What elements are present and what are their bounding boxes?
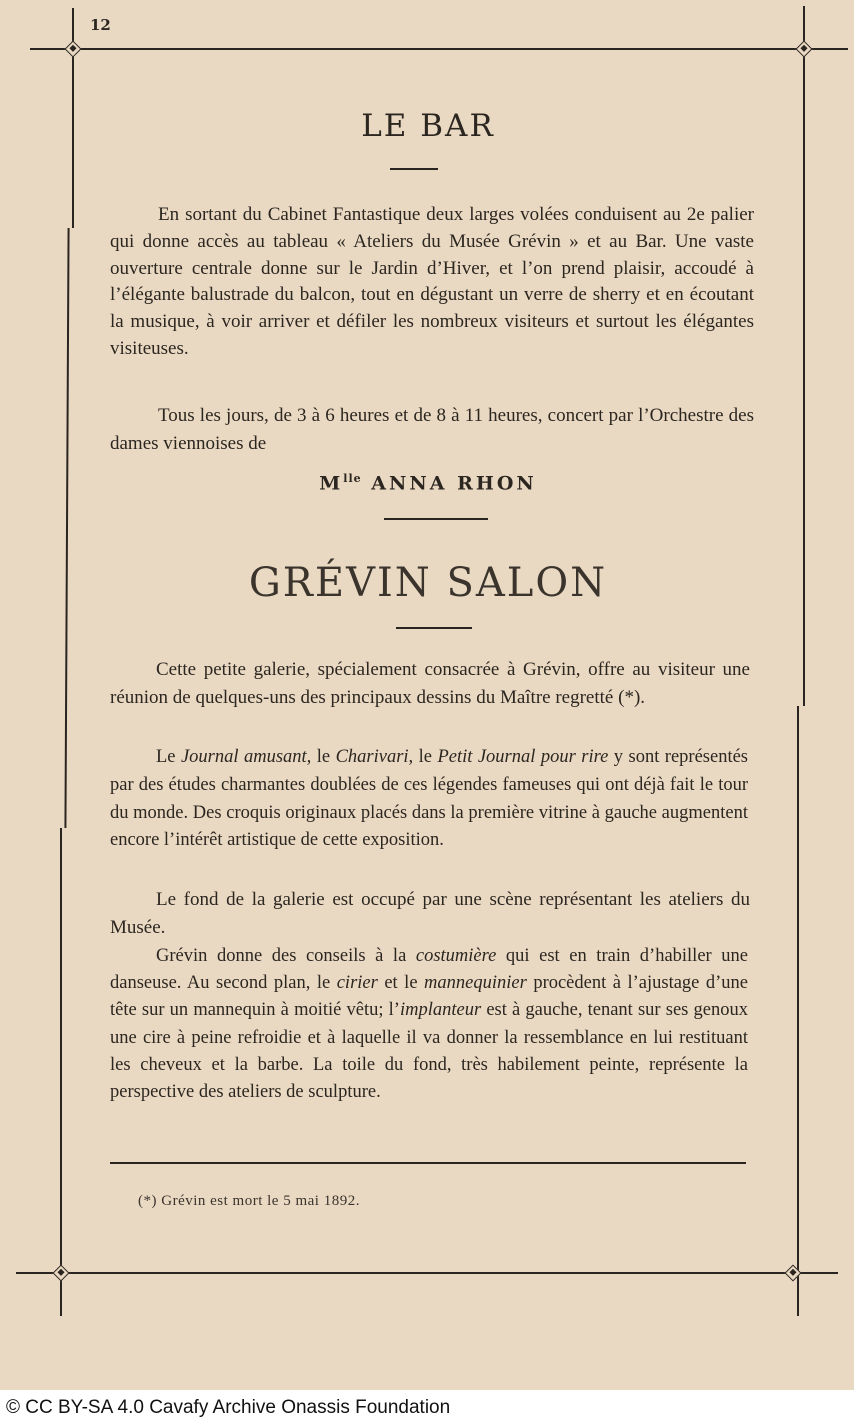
border-right [803, 6, 805, 706]
border-right-lower [797, 706, 799, 1316]
copyright-credit: © CC BY-SA 4.0 Cavafy Archive Onassis Foundation [6, 1397, 451, 1418]
salon-paragraph-2: Le Journal amusant, le Charivari, le Petit Journal pour rire y sont représentés par des études charmantes doublées de ces légendes fameuses qui ont déjà fait le tour du monde. Des croquis originaux placés dans la première vitrine à gauche augmentent encore l’intérêt artistique de cette exposition. [110, 747, 748, 851]
salon-paragraph-4: Grévin donne des conseils à la costumière qui est en train d’habiller une danseuse. Au second plan, le cirier et le mannequinier procèdent à l’ajustage d’une tête sur un mannequin à moitié vêtu; l’implanteur est à gauche, tenant sur ses genoux une cire à peine refroidie et à laquelle il va donner la ressemblance en lui restituant les cheveux et la barbe. La toile du fond, très habilement peinte, représente la perspective des ateliers de sculpture. [110, 946, 749, 1103]
corner-ornament-bottom-left [53, 1265, 70, 1282]
bar-paragraph-2: Tous les jours, de 3 à 6 heures et de 8 à 11 heures, concert par l’Orchestre des dames viennoises de [110, 405, 754, 454]
footnote-separator [110, 1162, 746, 1164]
corner-ornament-top-right [796, 41, 813, 58]
border-left-lower [64, 228, 69, 828]
border-top [30, 48, 848, 50]
credit-bar [0, 1390, 854, 1425]
section-title-bar: LE BAR [361, 108, 495, 144]
footnote: (*) Grévin est mort le 5 mai 1892. [138, 1193, 360, 1209]
salon-paragraph-3: Le fond de la galerie est occupé par une scène représentant les ateliers du Musée. [110, 889, 750, 938]
salon-title-underline [396, 627, 472, 629]
corner-ornament-top-left [65, 41, 82, 58]
page-number: 12 [90, 16, 111, 34]
border-bottom [16, 1272, 838, 1274]
section-title-salon: GRÉVIN SALON [248, 560, 608, 606]
salon-paragraph-1: Cette petite galerie, spécialement consacrée à Grévin, offre au visiteur une réunion de quelques-uns des principaux dessins du Maître regretté (*). [110, 659, 750, 708]
title-underline [390, 168, 438, 170]
conductor-name: $M^{lle}$ ANNA RHON [319, 472, 537, 495]
bar-paragraph-1: En sortant du Cabinet Fantastique deux larges volées conduisent au 2e palier qui donne accès au tableau « Ateliers du Musée Grévin » et au Bar. Une vaste ouverture centrale donne sur le Jardin d’Hiver, et l’on prend plaisir, accoudé à l’élégante balustrade du balcon, tout en dégustant un verre de sherry et en écoutant la musique, à voir arriver et défiler les nombreux visiteurs et surtout les élégantes visiteuses. [110, 204, 754, 359]
border-left-bottom [60, 828, 62, 1316]
section-divider [384, 518, 488, 520]
